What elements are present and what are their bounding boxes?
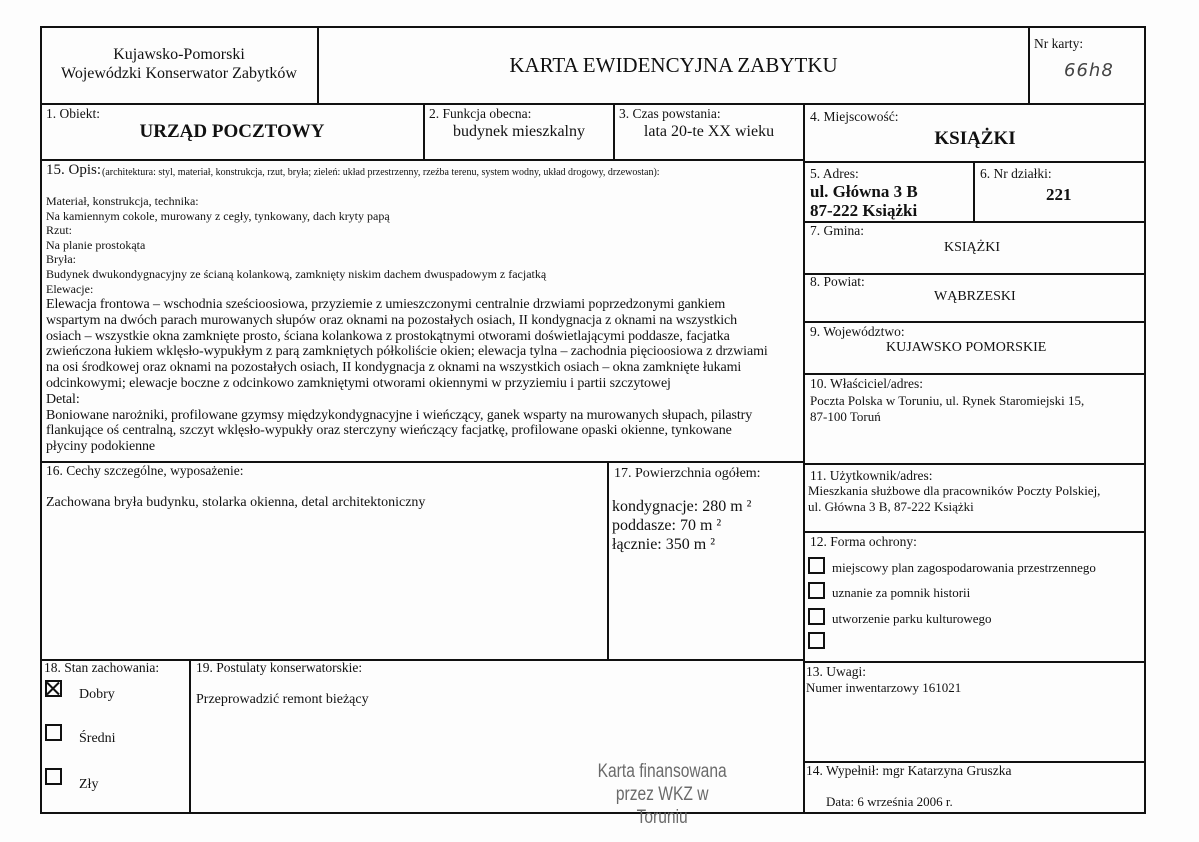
opis-line: odcinkowymi; elewacje boczne z odcinkowo zamkniętymi otworami okiennymi w przyziemiu i partii szczytowej: [46, 375, 671, 391]
gmina-label: 7. Gmina:: [810, 223, 864, 238]
opis-line: płyciny podokienne: [46, 439, 156, 455]
postulaty-value: Przeprowadzić remont bieżący: [196, 692, 369, 707]
czas-value: lata 20-te XX wieku: [643, 123, 775, 140]
opis-small-line: Bryła:: [46, 252, 76, 267]
opis-small-lines: [46, 194, 546, 296]
opis-small-line: Materiał, konstrukcja, technika:: [46, 194, 199, 208]
gmina-value: KSIĄŻKI: [944, 240, 1000, 255]
stamp-line1: Karta finansowana: [597, 761, 727, 782]
miejscowosc-label: 4. Miejscowość:: [810, 109, 899, 124]
opis-line: Boniowane narożniki, profilowane gzymsy międzykondygnacyjne i wieńczący, ganek wsparty na murowanych słupach, pilastry: [46, 407, 753, 423]
powierzchnia-line2: poddasze: 70 m ²: [612, 517, 722, 534]
powierzchnia-label: 17. Powierzchnia ogółem:: [614, 466, 761, 481]
powierzchnia-cell: [608, 462, 804, 660]
opis-small-line: Na planie prostokąta: [46, 237, 146, 252]
obiekt-value: URZĄD POCZTOWY: [139, 121, 325, 142]
adres-label: 5. Adres:: [810, 166, 859, 181]
miejscowosc-value: KSIĄŻKI: [934, 128, 1016, 149]
wojewodztwo-value: KUJAWSKO POMORSKIE: [886, 340, 1047, 355]
wlasciciel-line2: 87-100 Toruń: [810, 409, 881, 424]
stan-checkbox-zly[interactable]: [45, 768, 62, 785]
cechy-label: 16. Cechy szczególne, wyposażenie:: [46, 463, 244, 478]
obiekt-label: 1. Obiekt:: [46, 106, 100, 121]
wypelnil-label: 14. Wypełnił: mgr Katarzyna Gruszka: [806, 763, 1012, 778]
forma-option-plan: miejscowy plan zagospodarowania przestrzennego: [832, 560, 1096, 575]
opis-line: flankujące oś centralną, szczyt wklęsło-wypukły oraz sterczyny wieńczący facjatkę, profilowane opaski okienne, tynkowane: [46, 423, 732, 439]
cechy-cell: [40, 462, 608, 660]
opis-line: zwieńczona łukiem wklęsło-wypukłym z parą zamkniętych półkoliście okien; elewacja tylna – zachodnia pięcioosiowa z drzwiami: [46, 344, 768, 360]
opis-line: wspartym na dwóch parach murowanych słupów oraz oknami na pozostałych osiach, II kondygnacja z oknami na wszystkich: [46, 312, 738, 328]
adres-line2: 87-222 Książki: [810, 201, 918, 220]
stan-option-dobry: Dobry: [79, 687, 115, 702]
forma-checkbox-other[interactable]: [808, 632, 825, 649]
card-number-label: Nr karty:: [1034, 36, 1084, 51]
dzialka-label: 6. Nr działki:: [980, 166, 1052, 181]
opis-large-lines: [46, 297, 768, 455]
powierzchnia-line3: łącznie: 350 m ²: [612, 536, 715, 553]
opis-small-line: Rzut:: [46, 223, 72, 238]
uzytkownik-label: 11. Użytkownik/adres:: [810, 468, 933, 483]
uzytkownik-line1: Mieszkania służbowe dla pracowników Poczty Polskiej,: [808, 483, 1101, 498]
forma-checkbox-pomnik[interactable]: [808, 582, 825, 599]
stan-option-sredni: Średni: [79, 731, 116, 746]
adres-line1: ul. Główna 3 B: [810, 182, 918, 201]
powiat-label: 8. Powiat:: [810, 274, 865, 289]
wypelnil-date: Data: 6 września 2006 r.: [826, 794, 953, 809]
stamp-line2: przez WKZ w Toruniu: [615, 784, 709, 828]
uzytkownik-line2: ul. Główna 3 B, 87-222 Książki: [808, 499, 974, 514]
forma-option-park: utworzenie parku kulturowego: [832, 611, 992, 626]
funding-stamp: [590, 760, 734, 829]
stan-checkbox-sredni[interactable]: [45, 724, 62, 741]
forma-option-pomnik: uznanie za pomnik historii: [832, 585, 971, 600]
forma-checkbox-park[interactable]: [808, 608, 825, 625]
opis-line: na osi środkowej oraz oknami na pozostałych osiach, II kondygnacja z oknami na wszystkich osiach – okna zamknięte łukami: [46, 360, 742, 376]
stan-label: 18. Stan zachowania:: [44, 660, 160, 675]
forma-label: 12. Forma ochrony:: [810, 534, 917, 549]
uwagi-label: 13. Uwagi:: [806, 664, 866, 679]
funkcja-label: 2. Funkcja obecna:: [429, 106, 532, 121]
postulaty-label: 19. Postulaty konserwatorskie:: [196, 660, 363, 675]
powiat-value: WĄBRZESKI: [934, 289, 1016, 304]
opis-label: 15. Opis:: [46, 162, 102, 178]
dzialka-value: 221: [1046, 185, 1072, 204]
opis-line: osiach – wszystkie okna zamknięte prosto, ściana kolankowa z prostokątnymi otworami doświetlającymi poddasze, facjatka: [46, 328, 730, 344]
page-title: KARTA EWIDENCYJNA ZABYTKU: [509, 53, 838, 77]
czas-label: 3. Czas powstania:: [619, 106, 721, 121]
opis-small-line: Na kamiennym cokole, murowany z cegły, tynkowany, dach kryty papą: [46, 208, 390, 223]
cechy-value: Zachowana bryła budynku, stolarka okienna, detal architektoniczny: [46, 495, 426, 510]
wojewodztwo-label: 9. Województwo:: [810, 324, 905, 339]
card-number-value: 66h8: [1064, 60, 1114, 81]
funkcja-value: budynek mieszkalny: [453, 123, 585, 140]
office-line1: Kujawsko-Pomorski: [113, 46, 245, 63]
opis-line: Elewacja frontowa – wschodnia sześcioosiowa, przyziemie z umieszczonymi centralnie drzwiami poprzedzonymi gankiem: [46, 297, 726, 312]
uwagi-value: Numer inwentarzowy 161021: [806, 680, 962, 695]
stan-option-zly: Zły: [79, 777, 99, 792]
office-line2: Wojewódzki Konserwator Zabytków: [61, 65, 297, 82]
opis-sublabel: (architektura: styl, materiał, konstrukcja, rzut, bryła; zieleń: układ przestrzenny, rzeźba terenu, system wodny, układ drogowy, drzewostan):: [102, 167, 660, 178]
opis-line: Detal:: [46, 391, 80, 407]
forma-checkbox-plan[interactable]: [808, 557, 825, 574]
opis-small-line: Elewacje:: [46, 281, 94, 296]
wlasciciel-line1: Poczta Polska w Toruniu, ul. Rynek Staromiejski 15,: [810, 393, 1085, 408]
stan-checkbox-dobry[interactable]: [45, 680, 62, 697]
wlasciciel-label: 10. Właściciel/adres:: [810, 376, 923, 391]
powierzchnia-line1: kondygnacje: 280 m ²: [612, 498, 752, 515]
opis-small-line: Budynek dwukondygnacyjny ze ścianą kolankową, zamknięty niskim dachem dwuspadowym z facjatką: [46, 266, 547, 281]
